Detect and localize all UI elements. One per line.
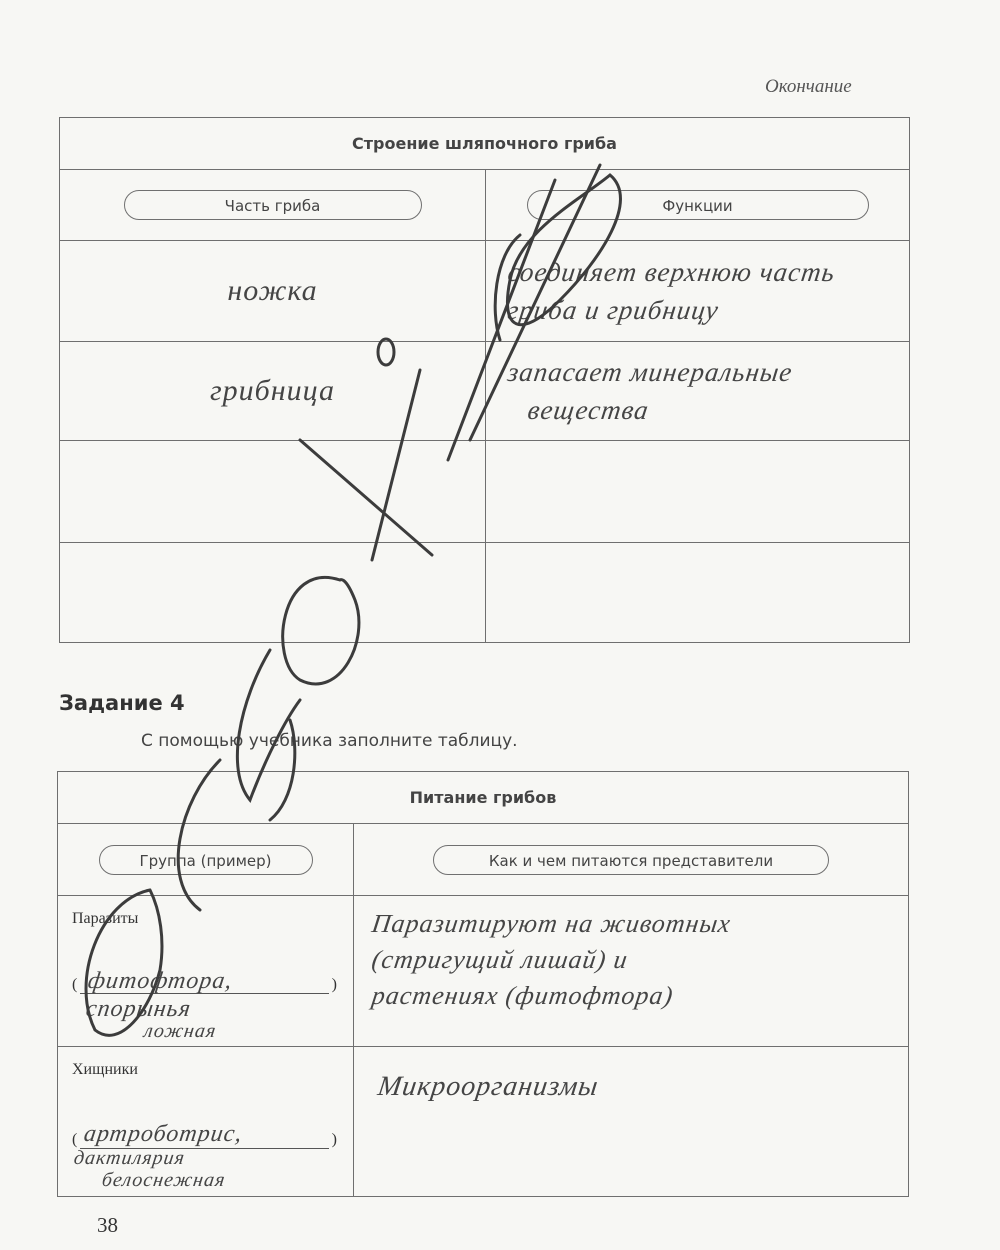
handwritten-example: белоснежная	[100, 1169, 228, 1191]
handwritten-function: соединяет верхнюю часть	[505, 257, 838, 287]
task-title: Задание 4	[59, 691, 185, 715]
table-row	[58, 1047, 909, 1197]
handwritten-part: ножка	[227, 274, 318, 307]
handwritten-answer: растениях (фитофтора)	[370, 981, 676, 1010]
column-header-part: Часть гриба	[124, 190, 422, 220]
table-row	[60, 441, 910, 543]
table-title: Питание грибов	[58, 772, 909, 824]
handwritten-example: дактилярия	[72, 1147, 187, 1169]
task-instruction: С помощью учебника заполните таблицу.	[141, 731, 518, 751]
mushroom-structure-table	[59, 117, 910, 643]
handwritten-function: вещества	[525, 395, 652, 425]
handwritten-part: грибница	[209, 374, 336, 407]
column-header-group: Группа (пример)	[99, 845, 313, 875]
handwritten-function: запасает минеральные	[505, 357, 795, 387]
table-row	[58, 896, 909, 1047]
table-row	[60, 342, 910, 441]
page-number: 38	[97, 1213, 118, 1237]
column-header-functions: Функции	[527, 190, 869, 220]
group-label: Хищники	[72, 1061, 138, 1078]
empty-cell	[486, 441, 910, 543]
handwritten-example: спорынья	[84, 996, 193, 1022]
paren-close: )	[331, 1131, 337, 1148]
paren-open: (	[72, 1131, 78, 1148]
paren-open: (	[72, 976, 78, 993]
table-row	[60, 543, 910, 643]
page-label: Окончание	[765, 76, 852, 97]
empty-cell	[60, 543, 486, 643]
handwritten-answer: Микроорганизмы	[375, 1071, 601, 1102]
table-row	[60, 241, 910, 342]
empty-cell	[60, 441, 486, 543]
handwritten-answer: Паразитируют на животных	[370, 909, 733, 938]
handwritten-answer: (стригущий лишай) и	[370, 945, 631, 974]
group-label: Паразиты	[72, 910, 139, 927]
handwritten-example: артроботрис,	[82, 1121, 245, 1147]
empty-cell	[486, 543, 910, 643]
table-title: Строение шляпочного гриба	[60, 118, 910, 170]
column-header-feeding: Как и чем питаются представители	[433, 845, 829, 875]
handwritten-example: фитофтора,	[86, 968, 235, 994]
mushroom-nutrition-table	[57, 771, 909, 1197]
handwritten-example: ложная	[142, 1020, 218, 1042]
paren-close: )	[331, 976, 337, 993]
handwritten-function: гриба и грибницу	[505, 295, 721, 325]
